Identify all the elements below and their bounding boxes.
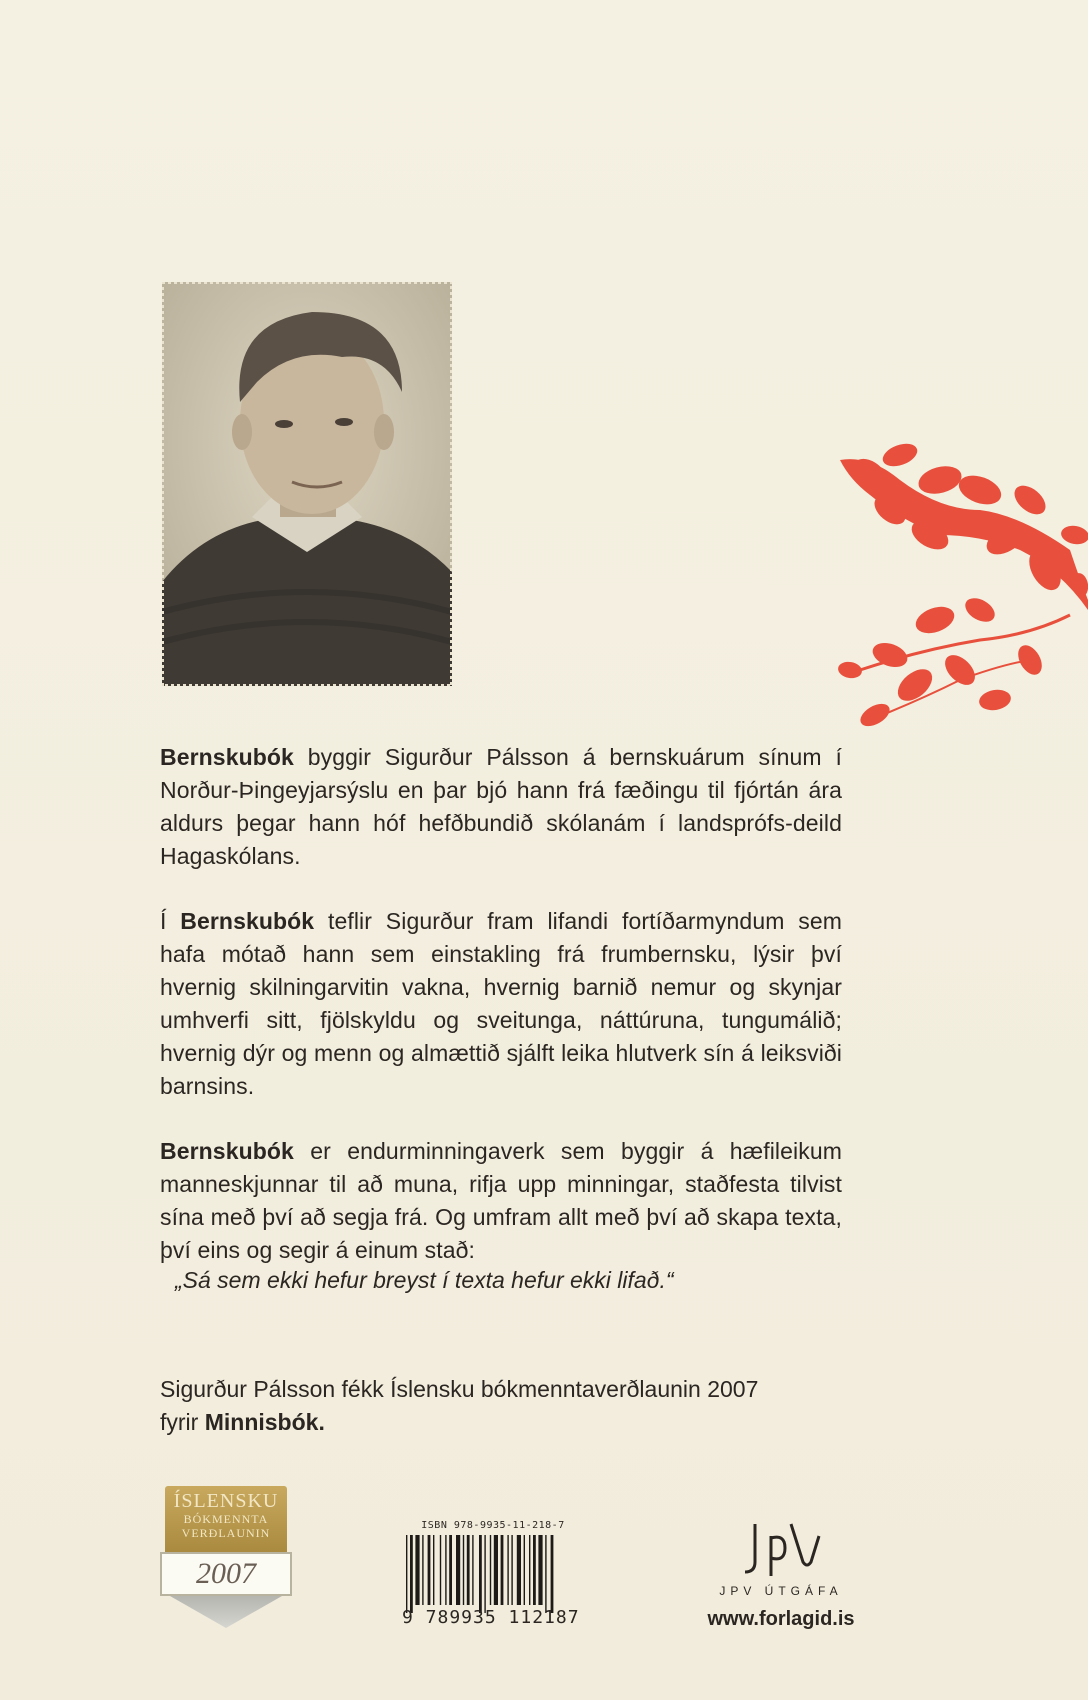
barcode-bar <box>428 1535 431 1605</box>
badge-point <box>170 1596 282 1628</box>
barcode-bar <box>545 1535 546 1613</box>
badge-line-2: BÓKMENNTA <box>183 1512 269 1526</box>
paragraph-text: teflir Sigurður fram lifandi fortíðarmyndum sem hafa mótað hann sem einstakling frá frumbernsku, lýsir því hvernig skilningarvitin vakna, hvernig barnið nemur og skynjar umhverfi sitt, fjölskyldu og sveitunga, náttúruna, tungumálið; hvernig dýr og menn og almættið sjálft leika hlutverk sín á leiksviði barnsins. <box>160 908 842 1099</box>
barcode-bar <box>445 1535 446 1605</box>
award-line-1: Sigurður Pálsson fékk Íslensku bókmenntaverðlaunin 2007 <box>160 1376 759 1402</box>
barcode-bar <box>467 1535 470 1605</box>
paragraph-lead: Í <box>160 908 181 934</box>
barcode-bar <box>472 1535 473 1605</box>
paragraph-text: byggir Sigurður Pálsson á bernskuárum sínum í Norður-Þingeyjarsýslu en þar bjó hann frá fæðingu til fjórtán ára aldurs þegar hann hóf hefðbundið skólanám í landsprófs-deild Hagaskólans. <box>160 744 842 869</box>
barcode-bar <box>529 1535 530 1605</box>
barcode-bar <box>538 1535 542 1605</box>
barcode-digits: 9 789935 112187 <box>402 1607 580 1628</box>
barcode-bar <box>456 1535 460 1605</box>
barcode-bar <box>507 1535 508 1605</box>
badge-line-3: VERÐLAUNIN <box>181 1526 271 1540</box>
barcode-bar <box>449 1535 452 1605</box>
paragraph-text: er endurminningaverk sem byggir á hæfileikum manneskjunnar til að muna, rifja upp minningar, staðfesta tilvist sína með því að segja frá. Og umfram allt með því að skapa texta, því eins og segir á einum stað: <box>160 1138 842 1263</box>
isbn-text: ISBN 978-9935-11-218-7 <box>421 1520 565 1531</box>
barcode-bar <box>533 1535 536 1605</box>
barcode-bar <box>415 1535 419 1605</box>
barcode-bars <box>402 1535 584 1613</box>
badge-line-1: ÍSLENSKU <box>173 1490 279 1512</box>
award-line-2 <box>160 1406 860 1439</box>
badge-year: 2007 <box>160 1552 292 1596</box>
barcode-bar <box>490 1535 491 1605</box>
publisher-name: JPV ÚTGÁFA <box>719 1584 843 1598</box>
barcode-bar <box>524 1535 525 1605</box>
barcode-bar <box>463 1535 464 1605</box>
isbn-barcode <box>402 1520 584 1628</box>
barcode-bar <box>494 1535 498 1605</box>
book-quote: „Sá sem ekki hefur breyst í texta hefur ekki lifað.“ <box>175 1267 674 1293</box>
decorative-leaves-illustration <box>830 440 1088 750</box>
barcode-bar <box>410 1535 413 1613</box>
book-title-bold: Bernskubók <box>180 908 315 934</box>
barcode-bar <box>517 1535 521 1605</box>
barcode-bar <box>440 1535 441 1605</box>
barcode-bar <box>484 1535 485 1613</box>
award-note <box>160 1373 860 1439</box>
award-badge-banner <box>165 1486 287 1552</box>
barcode-bar <box>479 1535 482 1613</box>
barcode-bar <box>511 1535 512 1605</box>
award-badge <box>160 1486 292 1628</box>
book-title-bold: Bernskubók <box>160 1138 294 1164</box>
author-childhood-photo <box>162 282 452 686</box>
description-paragraph-1 <box>160 741 842 873</box>
barcode-bar <box>406 1535 407 1613</box>
award-line-2-lead: fyrir <box>160 1409 205 1435</box>
barcode-bar <box>501 1535 504 1605</box>
award-book-title: Minnisbók. <box>204 1409 325 1435</box>
description-paragraph-3 <box>160 1135 842 1267</box>
barcode-bar <box>422 1535 423 1605</box>
publisher-url[interactable]: www.forlagid.is <box>707 1608 855 1630</box>
description-paragraph-2 <box>160 905 842 1103</box>
jpv-logo-icon <box>741 1516 821 1578</box>
publisher-block <box>706 1516 856 1631</box>
book-title-bold: Bernskubók <box>160 744 294 770</box>
barcode-bar <box>433 1535 434 1605</box>
barcode-bar <box>551 1535 554 1613</box>
